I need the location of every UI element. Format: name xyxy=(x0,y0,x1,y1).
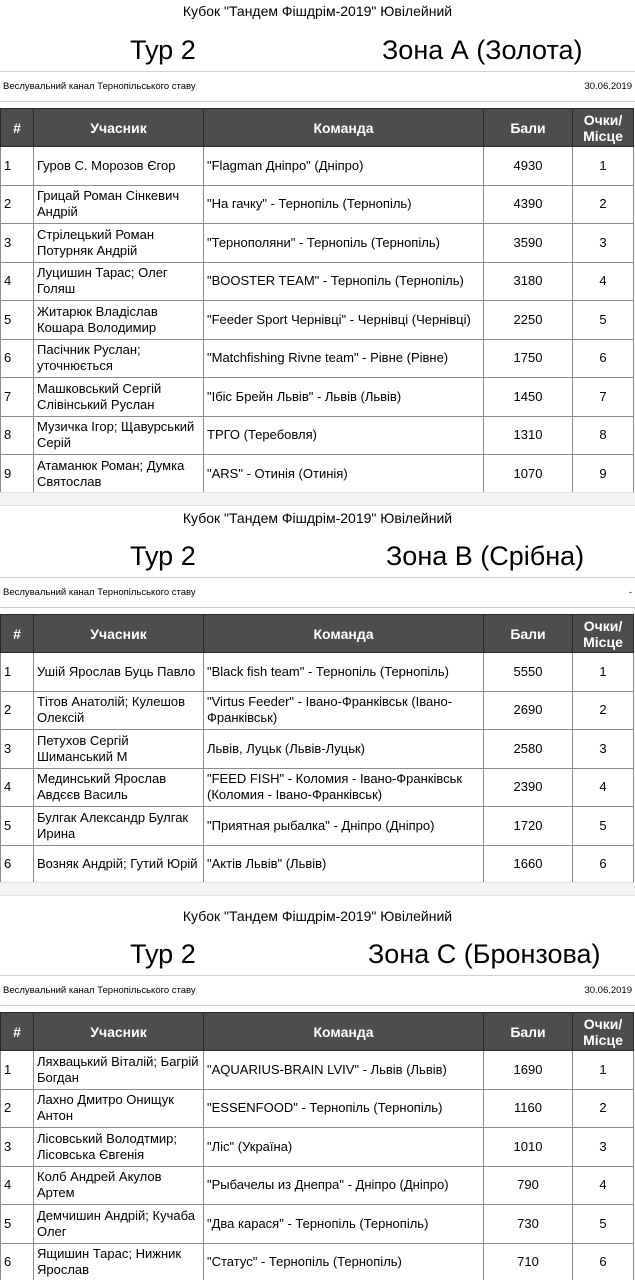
zone-header xyxy=(0,28,635,72)
row-participant: Мединський Ярослав Авдєєв Василь xyxy=(34,768,204,807)
row-team: Львів, Луцьк (Львів-Луцьк) xyxy=(204,730,484,769)
row-place: 5 xyxy=(573,807,634,846)
row-num: 6 xyxy=(1,339,34,378)
row-participant: Возняк Андрій; Гутий Юрій xyxy=(34,845,204,884)
zone-header xyxy=(0,932,635,976)
row-num: 6 xyxy=(1,845,34,884)
tour-label: Тур 2 xyxy=(130,541,196,571)
row-num: 9 xyxy=(1,455,34,494)
row-participant: Машковський Сергій Слівінський Руслан xyxy=(34,378,204,417)
table-row xyxy=(1,378,634,417)
row-num: 5 xyxy=(1,807,34,846)
row-num: 8 xyxy=(1,416,34,455)
row-participant: Луцишин Тарас; Олег Голяш xyxy=(34,262,204,301)
row-team: "На гачку" - Тернопіль (Тернопіль) xyxy=(204,185,484,224)
table-row xyxy=(1,185,634,224)
table-header xyxy=(1,109,634,147)
row-participant: Ляхвацький Віталій; Багрій Богдан xyxy=(34,1051,204,1090)
row-participant: Колб Андрей Акулов Артем xyxy=(34,1166,204,1205)
row-place: 4 xyxy=(573,262,634,301)
tour-label: Тур 2 xyxy=(130,939,196,969)
table-row xyxy=(1,1243,634,1280)
zone-label: Зона В (Срібна) xyxy=(386,541,585,571)
row-points: 1660 xyxy=(484,845,573,884)
row-points: 1310 xyxy=(484,416,573,455)
row-points: 3590 xyxy=(484,224,573,263)
row-participant: Стрілецький Роман Потурняк Андрій xyxy=(34,224,204,263)
row-place: 3 xyxy=(573,730,634,769)
row-participant: Атаманюк Роман; Думка Святослав xyxy=(34,455,204,494)
table-header xyxy=(1,1013,634,1051)
table-row xyxy=(1,653,634,692)
row-num: 3 xyxy=(1,1128,34,1167)
row-team: "Статус" - Тернопіль (Тернопіль) xyxy=(204,1243,484,1280)
row-team: "Ібіс Брейн Львів" - Львів (Львів) xyxy=(204,378,484,417)
header-place xyxy=(573,109,634,147)
row-num: 1 xyxy=(1,1051,34,1090)
row-participant: Грицай Роман Сінкевич Андрій xyxy=(34,185,204,224)
row-points: 2390 xyxy=(484,768,573,807)
table-row xyxy=(1,224,634,263)
row-place: 4 xyxy=(573,1166,634,1205)
header-points: Бали xyxy=(484,109,573,147)
table-header xyxy=(1,615,634,653)
row-team: "ARS" - Отинія (Отинія) xyxy=(204,455,484,494)
header-participant: Учасник xyxy=(34,1013,204,1051)
row-points: 2580 xyxy=(484,730,573,769)
row-num: 6 xyxy=(1,1243,34,1280)
row-points: 710 xyxy=(484,1243,573,1280)
row-participant: Петухов Сергій Шиманський М xyxy=(34,730,204,769)
row-points: 1450 xyxy=(484,378,573,417)
channel-label: Веслувальний канал Тернопільського ставу xyxy=(3,81,196,92)
row-place: 1 xyxy=(573,1051,634,1090)
row-team: "BOOSTER TEAM" - Тернопіль (Тернопіль) xyxy=(204,262,484,301)
row-team: "Два карася" - Тернопіль (Тернопіль) xyxy=(204,1205,484,1244)
row-place: 6 xyxy=(573,339,634,378)
row-num: 5 xyxy=(1,1205,34,1244)
header-place xyxy=(573,615,634,653)
table-row xyxy=(1,845,634,884)
header-participant: Учасник xyxy=(34,615,204,653)
row-num: 5 xyxy=(1,301,34,340)
results-table xyxy=(0,108,634,494)
row-team: "ESSENFOOD" - Тернопіль (Тернопіль) xyxy=(204,1089,484,1128)
row-team: "Virtus Feeder" - Івано-Франківськ (Івано-Франківськ) xyxy=(204,691,484,730)
table-row xyxy=(1,807,634,846)
header-place-line1: Очки/ xyxy=(583,111,623,128)
row-num: 2 xyxy=(1,185,34,224)
header-points: Бали xyxy=(484,615,573,653)
row-participant: Пасічник Руслан; уточнюється xyxy=(34,339,204,378)
row-place: 2 xyxy=(573,691,634,730)
row-team: "Flagman Дніпро" (Дніпро) xyxy=(204,147,484,186)
row-points: 2250 xyxy=(484,301,573,340)
row-points: 1010 xyxy=(484,1128,573,1167)
row-points: 1160 xyxy=(484,1089,573,1128)
header-team: Команда xyxy=(204,615,484,653)
row-place: 2 xyxy=(573,185,634,224)
date-label: 30.06.2019 xyxy=(584,81,632,92)
row-participant: Демчишин Андрій; Кучаба Олег xyxy=(34,1205,204,1244)
header-num: # xyxy=(1,615,34,653)
row-place: 9 xyxy=(573,455,634,494)
row-participant: Гуров С. Морозов Єгор xyxy=(34,147,204,186)
row-team: "Актів Львів" (Львів) xyxy=(204,845,484,884)
row-place: 8 xyxy=(573,416,634,455)
table-row xyxy=(1,730,634,769)
row-points: 5550 xyxy=(484,653,573,692)
row-place: 5 xyxy=(573,1205,634,1244)
row-place: 1 xyxy=(573,147,634,186)
row-points: 4390 xyxy=(484,185,573,224)
row-place: 6 xyxy=(573,845,634,884)
results-table xyxy=(0,614,634,884)
table-row xyxy=(1,339,634,378)
row-points: 2690 xyxy=(484,691,573,730)
row-num: 4 xyxy=(1,1166,34,1205)
header-participant: Учасник xyxy=(34,109,204,147)
table-row xyxy=(1,768,634,807)
section-divider xyxy=(0,492,635,506)
row-team: "Приятная рыбалка" - Дніпро (Дніпро) xyxy=(204,807,484,846)
row-participant: Ушій Ярослав Буць Павло xyxy=(34,653,204,692)
header-num: # xyxy=(1,1013,34,1051)
row-place: 3 xyxy=(573,224,634,263)
cup-title: Кубок "Тандем Фішдрім-2019" Ювілейний xyxy=(0,507,635,529)
header-points: Бали xyxy=(484,1013,573,1051)
row-team: "Black fish team" - Тернопіль (Тернопіль) xyxy=(204,653,484,692)
table-row xyxy=(1,1166,634,1205)
row-participant: Житарюк Владіслав Кошара Володимир xyxy=(34,301,204,340)
row-num: 4 xyxy=(1,768,34,807)
meta-row xyxy=(0,578,635,608)
row-participant: Булгак Александр Булгак Ирина xyxy=(34,807,204,846)
row-points: 4930 xyxy=(484,147,573,186)
meta-row xyxy=(0,976,635,1006)
row-team: "Feeder Sport Чернівці" - Чернівці (Чернівці) xyxy=(204,301,484,340)
header-place-line1: Очки/ xyxy=(583,1015,623,1032)
table-row xyxy=(1,147,634,186)
row-points: 3180 xyxy=(484,262,573,301)
row-num: 2 xyxy=(1,691,34,730)
channel-label: Веслувальний канал Тернопільського ставу xyxy=(3,985,196,996)
table-row xyxy=(1,1051,634,1090)
row-num: 1 xyxy=(1,147,34,186)
row-team: "Matchfishing Rivne team" - Рівне (Рівне) xyxy=(204,339,484,378)
table-row xyxy=(1,455,634,494)
meta-row xyxy=(0,72,635,102)
row-participant: Музичка Ігор; Щавурський Серій xyxy=(34,416,204,455)
table-row xyxy=(1,301,634,340)
table-row xyxy=(1,262,634,301)
row-points: 1070 xyxy=(484,455,573,494)
row-participant: Тітов Анатолій; Кулешов Олексій xyxy=(34,691,204,730)
row-num: 7 xyxy=(1,378,34,417)
row-num: 1 xyxy=(1,653,34,692)
header-num: # xyxy=(1,109,34,147)
row-place: 5 xyxy=(573,301,634,340)
cup-title: Кубок "Тандем Фішдрім-2019" Ювілейний xyxy=(0,0,635,22)
cup-title: Кубок "Тандем Фішдрім-2019" Ювілейний xyxy=(0,905,635,927)
row-num: 3 xyxy=(1,224,34,263)
row-team: "Ліс" (Україна) xyxy=(204,1128,484,1167)
zone-label: Зона А (Золота) xyxy=(382,35,583,65)
row-team: "AQUARIUS-BRAIN LVIV" - Львів (Львів) xyxy=(204,1051,484,1090)
row-team: ТРГО (Теребовля) xyxy=(204,416,484,455)
row-team: "Тернополяни" - Тернопіль (Тернопіль) xyxy=(204,224,484,263)
row-points: 790 xyxy=(484,1166,573,1205)
section-divider xyxy=(0,882,635,896)
table-row xyxy=(1,1128,634,1167)
header-place-line2: Місце xyxy=(583,633,623,650)
date-label: 30.06.2019 xyxy=(584,985,632,996)
header-team: Команда xyxy=(204,1013,484,1051)
channel-label: Веслувальний канал Тернопільського ставу xyxy=(3,587,196,598)
table-row xyxy=(1,416,634,455)
date-label: - xyxy=(628,587,632,598)
tour-label: Тур 2 xyxy=(130,35,196,65)
table-row xyxy=(1,1089,634,1128)
row-points: 1720 xyxy=(484,807,573,846)
header-place xyxy=(573,1013,634,1051)
header-place-line2: Місце xyxy=(583,1031,623,1048)
row-participant: Лахно Дмитро Онищук Антон xyxy=(34,1089,204,1128)
row-team: "FEED FISH" - Коломия - Івано-Франківськ (Коломия - Івано-Франківськ) xyxy=(204,768,484,807)
header-team: Команда xyxy=(204,109,484,147)
row-place: 3 xyxy=(573,1128,634,1167)
row-place: 7 xyxy=(573,378,634,417)
row-participant: Ящишин Тарас; Нижник Ярослав xyxy=(34,1243,204,1280)
results-table xyxy=(0,1012,634,1280)
header-place-line2: Місце xyxy=(583,127,623,144)
table-row xyxy=(1,691,634,730)
row-place: 2 xyxy=(573,1089,634,1128)
row-place: 6 xyxy=(573,1243,634,1280)
row-num: 3 xyxy=(1,730,34,769)
zone-label: Зона С (Бронзова) xyxy=(368,939,601,969)
row-num: 2 xyxy=(1,1089,34,1128)
row-points: 1750 xyxy=(484,339,573,378)
header-place-line1: Очки/ xyxy=(583,617,623,634)
row-place: 1 xyxy=(573,653,634,692)
row-num: 4 xyxy=(1,262,34,301)
table-row xyxy=(1,1205,634,1244)
zone-header xyxy=(0,534,635,578)
row-participant: Лісовський Володтмир; Лісовська Євгенія xyxy=(34,1128,204,1167)
row-points: 1690 xyxy=(484,1051,573,1090)
row-points: 730 xyxy=(484,1205,573,1244)
row-team: "Рыбачелы из Днепра" - Дніпро (Дніпро) xyxy=(204,1166,484,1205)
row-place: 4 xyxy=(573,768,634,807)
